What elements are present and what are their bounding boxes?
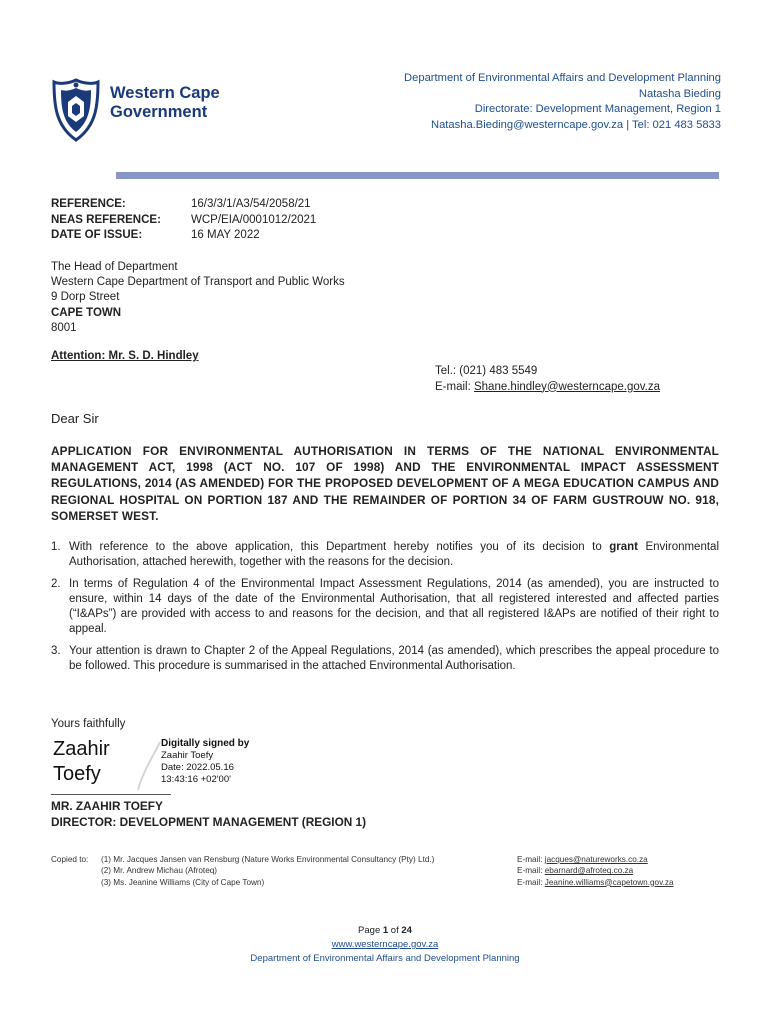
header-directorate: Directorate: Development Management, Region 1 xyxy=(474,103,721,116)
copied-to xyxy=(51,854,434,888)
address-line: The Head of Department xyxy=(51,261,178,273)
logo-line-1: Western Cape xyxy=(110,84,220,102)
recipient-email-label: E-mail: xyxy=(435,380,474,393)
copied-email-link[interactable]: ebarnard@afroteq.co.za xyxy=(544,866,634,876)
header-contact: Natasha.Bieding@westerncape.gov.za | Tel: 021 483 5833 xyxy=(431,118,721,131)
recipient-address xyxy=(51,260,345,336)
signer-title: DIRECTOR: DEVELOPMENT MANAGEMENT (REGION 1) xyxy=(51,815,367,829)
neas-label: NEAS REFERENCE: xyxy=(51,213,161,226)
page-indicator xyxy=(0,924,770,938)
page-total: 24 xyxy=(401,925,412,936)
item-number: 2. xyxy=(51,578,61,590)
digital-signature-meta xyxy=(161,738,249,786)
date-value: 16 MAY 2022 xyxy=(191,229,260,241)
address-line: 9 Dorp Street xyxy=(51,291,120,304)
item-text-bold: grant xyxy=(609,541,638,553)
item-text: In terms of Regulation 4 of the Environmental Impact Assessment Regulations, 2014 (as amended), you are instructed to ensure, within 14 days of the date of the Environmental Authorisation, that all registered interested and affected parties (“I&APs”) are provided with access to and reasons for the decision, and that all registered I&APs are notified of their right to appeal. xyxy=(69,578,719,635)
item-text: Your attention is drawn to Chapter 2 of the Appeal Regulations, 2014 (as amended), which prescribes the appeal procedure to be followed. This procedure is summarised in the attached Environmental Authorisation. xyxy=(69,645,719,672)
logo-line-2: Government xyxy=(110,103,208,121)
copied-label: Copied to: xyxy=(51,855,89,864)
recipient-contact xyxy=(435,364,660,395)
sig-meta-date: Date: 2022.05.16 xyxy=(161,762,234,773)
copied-emails xyxy=(517,854,674,888)
ref-label: REFERENCE: xyxy=(51,198,126,210)
item-text-pre: With reference to the above application, this Department hereby notifies you of its decision to xyxy=(69,541,610,553)
wcg-logo xyxy=(50,76,250,146)
footer-dept: Department of Environmental Affairs and Development Planning xyxy=(250,953,520,964)
header-dept: Department of Environmental Affairs and Development Planning xyxy=(404,72,721,84)
neas-value: WCP/EIA/0001012/2021 xyxy=(191,213,317,226)
numbered-list xyxy=(51,540,719,681)
header-person: Natasha Bieding xyxy=(638,87,721,100)
date-label: DATE OF ISSUE: xyxy=(51,229,143,241)
list-item xyxy=(51,540,719,570)
email-label: E-mail: xyxy=(517,855,545,864)
copied-recipient: (3) Ms. Jeanine Williams (City of Cape Town) xyxy=(101,877,265,887)
salutation: Dear Sir xyxy=(51,411,99,426)
header-divider xyxy=(116,172,719,179)
signature-line xyxy=(51,794,171,795)
page-footer xyxy=(0,924,770,966)
email-label: E-mail: xyxy=(517,877,545,887)
reference-block xyxy=(51,197,316,244)
signer-name: MR. ZAAHIR TOEFY xyxy=(51,799,163,813)
sig-meta-title: Digitally signed by xyxy=(161,738,250,749)
copied-email-link[interactable]: Jeanine.williams@capetown.gov.za xyxy=(544,877,674,887)
item-number: 1. xyxy=(51,541,61,553)
list-item xyxy=(51,644,719,674)
copied-recipient: (1) Mr. Jacques Jansen van Rensburg (Nature Works Environmental Consultancy (Pty) Ltd.) xyxy=(101,855,435,864)
signature-first: Zaahir xyxy=(53,738,110,760)
recipient-email-link[interactable]: Shane.hindley@westerncape.gov.za xyxy=(473,380,660,393)
signature-last: Toefy xyxy=(53,763,101,785)
address-line: Western Cape Department of Transport and Public Works xyxy=(51,276,345,289)
closing: Yours faithfully xyxy=(51,718,126,730)
signer-block xyxy=(51,798,366,830)
sig-meta-time: 13:43:16 +02'00' xyxy=(161,774,231,785)
attention-line: Attention: Mr. S. D. Hindley xyxy=(51,350,199,362)
of-word: of xyxy=(388,925,402,936)
list-item xyxy=(51,577,719,637)
item-number: 3. xyxy=(51,645,61,657)
ref-value: 16/3/3/1/A3/54/2058/21 xyxy=(191,198,311,210)
recipient-tel: Tel.: (021) 483 5549 xyxy=(435,365,538,377)
copied-email-link[interactable]: jacques@natureworks.co.za xyxy=(544,855,648,864)
email-label: E-mail: xyxy=(517,866,545,876)
page-number: 1 xyxy=(382,925,389,936)
address-city: CAPE TOWN xyxy=(51,306,122,319)
sig-meta-name: Zaahir Toefy xyxy=(161,750,214,761)
subject-heading: APPLICATION FOR ENVIRONMENTAL AUTHORISATION IN TERMS OF THE NATIONAL ENVIRONMENTAL MANAGEMENT ACT, 1998 (ACT NO. 107 OF 1998) AND THE ENVIRONMENTAL IMPACT ASSESSMENT REGULATIONS, 2014 (AS AMENDED) FOR THE PROPOSED DEVELOPMENT OF A MEGA EDUCATION CAMPUS AND REGIONAL HOSPITAL ON PORTION 187 AND THE REMAINDER OF PORTION 34 OF FARM GUSTROUW NO. 918, SOMERSET WEST. xyxy=(51,444,719,523)
address-code: 8001 xyxy=(51,321,77,334)
item-text-post: Environmental Authorisation, attached herewith, together with the reasons for the decision. xyxy=(69,541,719,568)
letterhead-contact xyxy=(404,71,721,133)
page-word: Page xyxy=(358,925,383,936)
coat-of-arms-icon xyxy=(50,76,102,144)
website-link[interactable]: www.westerncape.gov.za xyxy=(331,939,439,950)
copied-recipient: (2) Mr. Andrew Michau (Afroteq) xyxy=(101,866,218,876)
signature-name xyxy=(53,737,110,787)
